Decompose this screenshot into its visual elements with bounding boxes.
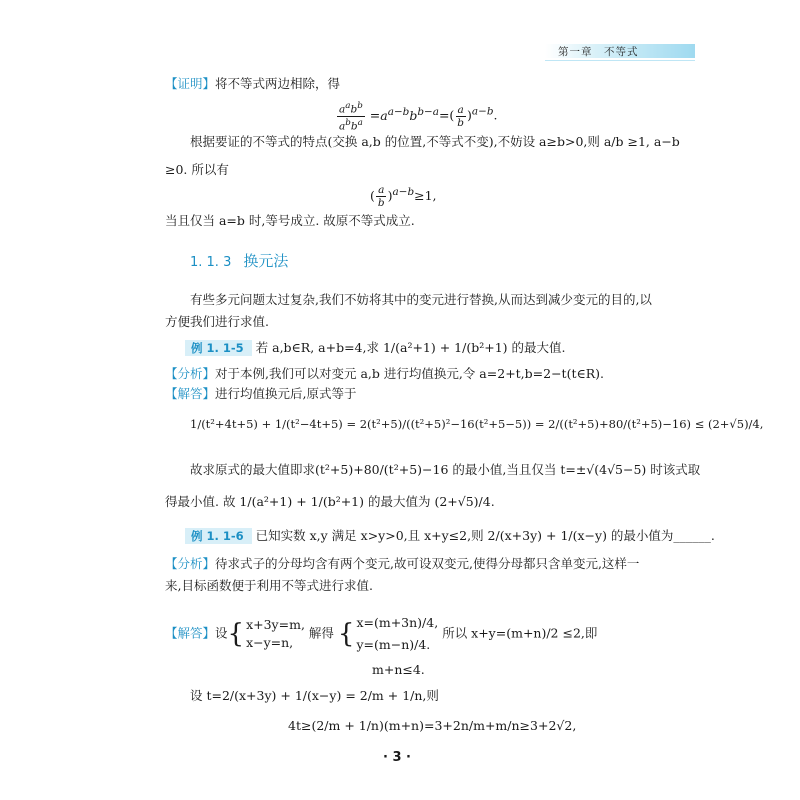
proof-intro-line xyxy=(165,76,340,92)
example-6-problem: 已知实数 x,y 满足 x>y>0,且 x+y≤2,则 2/(x+3y) + 1/(x−y) 的最小值为______. xyxy=(255,528,715,543)
solve-word: 解得 xyxy=(308,625,334,641)
example-6-analysis-1: 待求式子的分母均含有两个变元,故可设双变元,使得分母都只含单变元,这样一 xyxy=(215,556,640,571)
mn-inequality: m+n≤4. xyxy=(372,662,425,677)
intro-line1: 有些多元问题太过复杂,我们不妨将其中的变元进行替换,从而达到减少变元的目的,以 xyxy=(190,292,652,307)
proof-label: 【证明】 xyxy=(165,76,216,91)
proof-para-line2: ≥0. 所以有 xyxy=(165,162,229,177)
proof-equation-2: ( $\frac{a}{b}$ )$^{a-b}$≥1, xyxy=(370,184,437,210)
page-number: · 3 · xyxy=(383,750,411,765)
solution-y: y=(m−n)/4. xyxy=(356,637,431,652)
proof-conclusion: 当且仅当 a=b 时,等号成立. 故原不等式成立. xyxy=(165,213,415,228)
header-rule xyxy=(545,60,695,61)
set-t-line: 设 t=2/(x+3y) + 1/(x−y) = 2/m + 1/n,则 xyxy=(190,688,439,703)
example-5-problem: 若 a,b∈R, a+b=4,求 1/(a²+1) + 1/(b²+1) 的最大值. xyxy=(255,340,566,355)
example-5-equation: 1/(t²+4t+5) + 1/(t²−4t+5) = 2(t²+5)/((t²+5)²−16(t²+5−5)) = 2/((t²+5)+80/(t²+5)−16) ≤ (2+√5)/4, xyxy=(190,417,764,431)
proof-equation-1: $\frac{a^ab^b}{a^bb^a}$ $=a^{a-b}b^{b-a}=$( $\frac{a}{b}$ )$^{a-b}$. xyxy=(339,101,498,132)
example-6-analysis-line2: 来,目标函数便于利用不等式进行求值. xyxy=(165,578,373,593)
example-5-solution-label: 【解答】 xyxy=(165,386,216,401)
example-5-analysis-line xyxy=(165,366,604,382)
example-5-result-line2: 得最小值. 故 1/(a²+1) + 1/(b²+1) 的最大值为 (2+√5)/4. xyxy=(165,494,495,509)
chapter-title: 第一章 不等式 xyxy=(558,46,639,58)
section-heading xyxy=(190,250,288,271)
example-6-analysis-line1 xyxy=(165,556,639,572)
example-5-solution-line xyxy=(165,386,357,402)
example-6-solution-line: 【解答】设{ x+3y=m, x−y=n, 解得 { x=(m+3n)/4, y=(m−n)/4. 所以 x+y=(m+n)/2 ≤2,即 xyxy=(165,615,598,652)
final-inequality: 4t≥(2/m + 1/n)(m+n)=3+2n/m+m/n≥3+2√2, xyxy=(288,718,577,733)
sum-statement: 所以 x+y=(m+n)/2 ≤2,即 xyxy=(442,625,598,641)
example-6-problem-line xyxy=(185,528,715,544)
example-6-label: 例 1. 1-6 xyxy=(185,528,252,544)
example-5-problem-line xyxy=(185,340,566,356)
example-5-solution: 进行均值换元后,原式等于 xyxy=(215,386,357,401)
example-5-analysis-label: 【分析】 xyxy=(165,366,216,381)
example-5-label: 例 1. 1-5 xyxy=(185,340,252,356)
system-eq-a: x+3y=m, xyxy=(246,617,305,632)
example-5-result-line1: 故求原式的最大值即求(t²+5)+80/(t²+5)−16 的最小值,当且仅当 t=±√(4√5−5) 时该式取 xyxy=(190,462,701,477)
intro-line2: 方便我们进行求值. xyxy=(165,314,269,329)
proof-intro: 将不等式两边相除，得 xyxy=(215,76,341,91)
example-6-solution-label: 【解答】 xyxy=(165,625,216,641)
proof-para-line1: 根据要证的不等式的特点(交换 a,b 的位置,不等式不变),不妨设 a≥b>0,则 a/b ≥1, a−b xyxy=(190,134,680,149)
section-title: 换元法 xyxy=(243,252,289,270)
solution-x: x=(m+3n)/4, xyxy=(356,615,439,630)
system-eq-b: x−y=n, xyxy=(246,635,294,650)
example-5-analysis: 对于本例,我们可以对变元 a,b 进行均值换元,令 a=2+t,b=2−t(t∈R). xyxy=(215,366,604,381)
section-number: 1. 1. 3 xyxy=(190,255,232,270)
example-6-analysis-label: 【分析】 xyxy=(165,556,216,571)
